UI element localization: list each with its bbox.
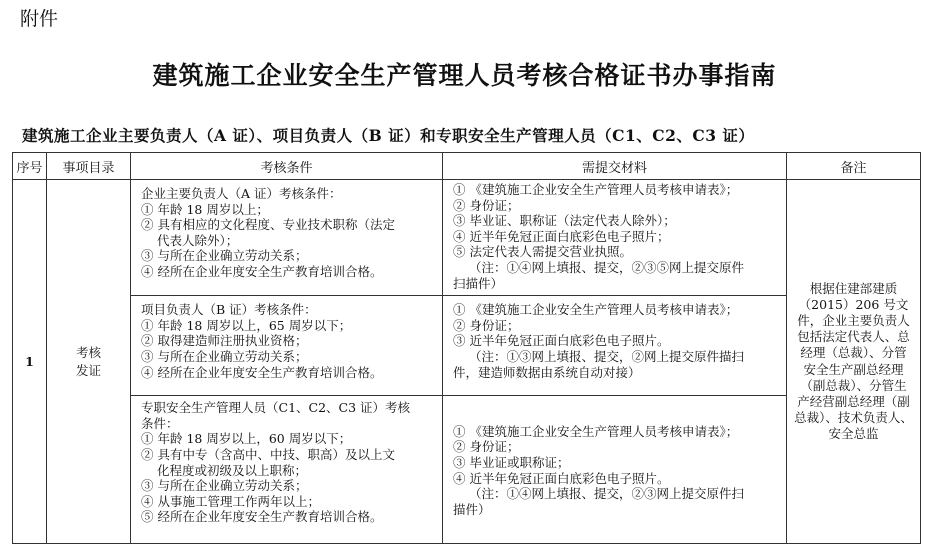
header-item: 事项目录 — [47, 153, 131, 180]
materials-b: ① 《建筑施工企业安全生产管理人员考核申请表》； ② 身份证； ③ 近半年免冠正面白底彩色电子照片。 （注：①③网上填报、提交，②网上提交原件描扫 件，建造师数据由系统自动对接） — [443, 296, 787, 396]
row-item: 考核 发证 — [47, 180, 131, 544]
materials-a: ① 《建筑施工企业安全生产管理人员考核申请表》； ② 身份证； ③ 毕业证、职称证（法定代表人除外）； ④ 近半年免冠正面白底彩色电子照片； ⑤ 法定代表人需提交营业执照。 （注：①④网上填报、提交，②③⑤网上提交原件 扫描件） — [443, 180, 787, 296]
table-row — [13, 396, 921, 544]
materials-c: ① 《建筑施工企业安全生产管理人员考核申请表》； ② 身份证； ③ 毕业证或职称证； ④ 近半年免冠正面白底彩色电子照片。 （注：①④网上填报、提交，②③网上提交原件扫 描件） — [443, 396, 787, 544]
conditions-a: 企业主要负责人（A 证）考核条件： ① 年龄 18 周岁以上； ② 具有相应的文化程度、专业技术职称（法定 代表人除外）； ③ 与所在企业确立劳动关系； ④ 经所在企业年度安全生产教育培训合格。 — [131, 180, 443, 296]
attachment-label: 附件 — [20, 8, 59, 30]
conditions-c: 专职安全生产管理人员（C1、C2、C3 证）考核 条件： ① 年龄 18 周岁以上，60 周岁以下； ② 具有中专（含高中、中技、职高）及以上文 化程度或初级及以上职称； ③ 与所在企业确立劳动关系； ④ 从事施工管理工作两年以上； ⑤ 经所在企业年度安全生产教育培训合格。 — [131, 396, 443, 544]
row-remarks: 根据住建部建质 （2015）206 号文 件，企业主要负责人 包括法定代表人、总 经理（总裁）、分管 安全生产副总经理 （副总裁）、分管生 产经营副总经理（副 总裁）、技术负责人、 安全总监 — [787, 180, 921, 544]
page-title: 建筑施工企业安全生产管理人员考核合格证书办事指南 — [152, 61, 777, 90]
table-subtitle: 建筑施工企业主要负责人（A 证）、项目负责人（B 证）和专职安全生产管理人员（C1、C2、C3 证） — [22, 126, 755, 145]
header-materials: 需提交材料 — [443, 153, 787, 180]
row-index: 1 — [13, 180, 47, 544]
table-row — [13, 296, 921, 396]
guide-table — [12, 152, 921, 544]
table-header-row — [13, 153, 921, 180]
header-conditions: 考核条件 — [131, 153, 443, 180]
header-index: 序号 — [13, 153, 47, 180]
table-row — [13, 180, 921, 296]
header-remarks: 备注 — [787, 153, 921, 180]
conditions-b: 项目负责人（B 证）考核条件： ① 年龄 18 周岁以上，65 周岁以下； ② 取得建造师注册执业资格； ③ 与所在企业确立劳动关系； ④ 经所在企业年度安全生产教育培训合格。 — [131, 296, 443, 396]
